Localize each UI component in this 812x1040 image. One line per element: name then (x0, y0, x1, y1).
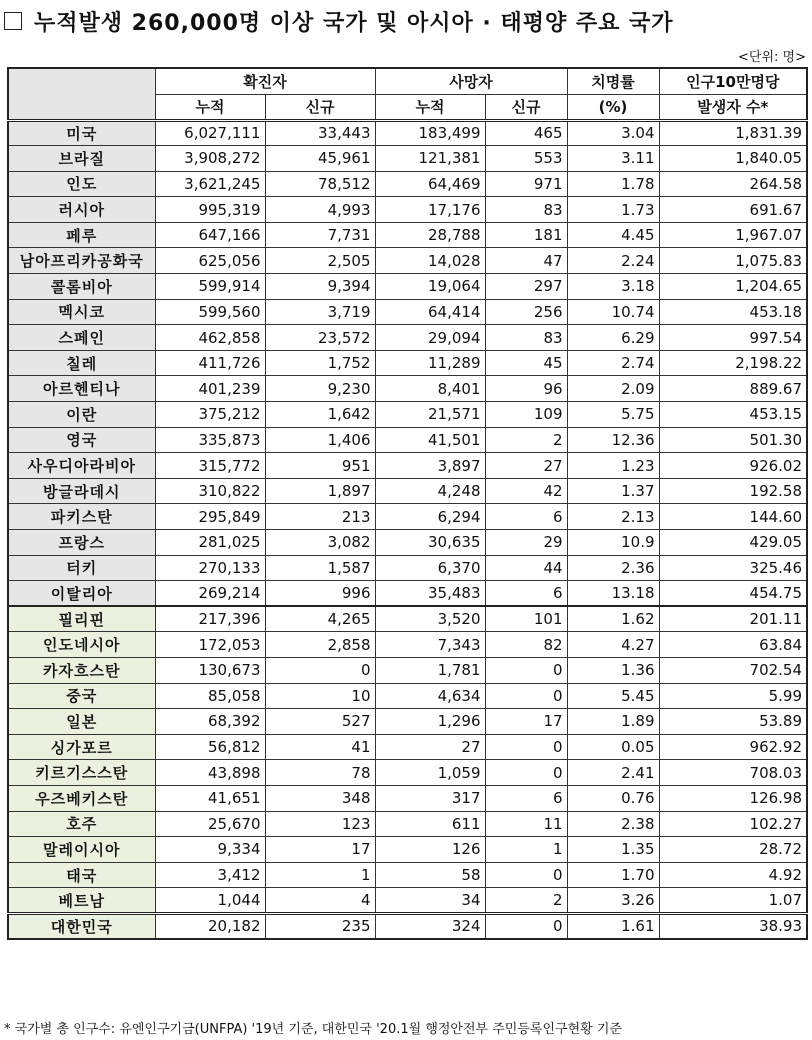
value-cell: 4.45 (567, 222, 659, 248)
table-row (8, 453, 807, 479)
value-cell: 5.99 (659, 683, 807, 709)
value-cell: 324 (375, 913, 485, 939)
table-row (8, 888, 807, 914)
value-cell: 281,025 (155, 530, 265, 556)
value-cell: 2.24 (567, 248, 659, 274)
value-cell: 6 (485, 785, 567, 811)
table-row (8, 760, 807, 786)
per100k-header: 인구10만명당 (659, 68, 807, 94)
table-row (8, 427, 807, 453)
table-row (8, 171, 807, 197)
table-row (8, 785, 807, 811)
table-row (8, 197, 807, 223)
value-cell: 7,343 (375, 632, 485, 658)
country-cell: 사우디아라비아 (8, 453, 155, 479)
value-cell: 6 (485, 581, 567, 607)
value-cell: 123 (265, 811, 375, 837)
value-cell: 0 (485, 760, 567, 786)
table-row (8, 581, 807, 607)
country-cell: 이란 (8, 402, 155, 428)
value-cell: 0 (485, 657, 567, 683)
value-cell: 971 (485, 171, 567, 197)
value-cell: 201.11 (659, 606, 807, 632)
value-cell: 1.35 (567, 837, 659, 863)
value-cell: 213 (265, 504, 375, 530)
table-row (8, 274, 807, 300)
value-cell: 926.02 (659, 453, 807, 479)
value-cell: 1.73 (567, 197, 659, 223)
value-cell: 126.98 (659, 785, 807, 811)
value-cell: 599,914 (155, 274, 265, 300)
value-cell: 109 (485, 402, 567, 428)
value-cell: 310,822 (155, 478, 265, 504)
value-cell: 130,673 (155, 657, 265, 683)
value-cell: 462,858 (155, 325, 265, 351)
value-cell: 1,897 (265, 478, 375, 504)
value-cell: 0.76 (567, 785, 659, 811)
checkbox-square-icon (4, 12, 22, 30)
value-cell: 315,772 (155, 453, 265, 479)
value-cell: 17,176 (375, 197, 485, 223)
value-cell: 17 (485, 709, 567, 735)
value-cell: 4,248 (375, 478, 485, 504)
value-cell: 41,651 (155, 785, 265, 811)
value-cell: 8,401 (375, 376, 485, 402)
footnote: * 국가별 총 인구수: 유엔인구기금(UNFPA) '19년 기준, 대한민국 '20.1월 행정안전부 주민등록인구현황 기준 (4, 1022, 622, 1037)
country-cell: 필리핀 (8, 606, 155, 632)
value-cell: 1.89 (567, 709, 659, 735)
value-cell: 28,788 (375, 222, 485, 248)
value-cell: 4.92 (659, 862, 807, 888)
country-cell: 페루 (8, 222, 155, 248)
value-cell: 2.09 (567, 376, 659, 402)
table-body (8, 120, 807, 939)
value-cell: 27 (485, 453, 567, 479)
value-cell: 10 (265, 683, 375, 709)
table-row (8, 913, 807, 939)
country-cell: 말레이시아 (8, 837, 155, 863)
value-cell: 6,294 (375, 504, 485, 530)
value-cell: 962.92 (659, 734, 807, 760)
value-cell: 1,044 (155, 888, 265, 914)
table-row (8, 120, 807, 146)
value-cell: 34 (375, 888, 485, 914)
country-cell: 터키 (8, 555, 155, 581)
value-cell: 1,752 (265, 350, 375, 376)
value-cell: 6.29 (567, 325, 659, 351)
table-row (8, 709, 807, 735)
value-cell: 375,212 (155, 402, 265, 428)
value-cell: 1 (265, 862, 375, 888)
value-cell: 83 (485, 325, 567, 351)
value-cell: 348 (265, 785, 375, 811)
value-cell: 2.38 (567, 811, 659, 837)
value-cell: 599,560 (155, 299, 265, 325)
value-cell: 335,873 (155, 427, 265, 453)
value-cell: 270,133 (155, 555, 265, 581)
table-row (8, 734, 807, 760)
value-cell: 0 (265, 657, 375, 683)
value-cell: 2.13 (567, 504, 659, 530)
value-cell: 264.58 (659, 171, 807, 197)
value-cell: 3,719 (265, 299, 375, 325)
value-cell: 10.9 (567, 530, 659, 556)
table-row (8, 325, 807, 351)
per100k-sub-header: 발생자 수* (659, 94, 807, 120)
value-cell: 4 (265, 888, 375, 914)
value-cell: 4.27 (567, 632, 659, 658)
value-cell: 10.74 (567, 299, 659, 325)
table-row (8, 555, 807, 581)
country-cell: 베트남 (8, 888, 155, 914)
value-cell: 101 (485, 606, 567, 632)
value-cell: 501.30 (659, 427, 807, 453)
value-cell: 4,993 (265, 197, 375, 223)
value-cell: 691.67 (659, 197, 807, 223)
value-cell: 411,726 (155, 350, 265, 376)
value-cell: 235 (265, 913, 375, 939)
value-cell: 3.04 (567, 120, 659, 146)
value-cell: 172,053 (155, 632, 265, 658)
value-cell: 0 (485, 862, 567, 888)
value-cell: 429.05 (659, 530, 807, 556)
table-row (8, 248, 807, 274)
value-cell: 217,396 (155, 606, 265, 632)
country-cell: 일본 (8, 709, 155, 735)
value-cell: 1.70 (567, 862, 659, 888)
deaths-new-header: 신규 (485, 94, 567, 120)
value-cell: 1.36 (567, 657, 659, 683)
value-cell: 3,621,245 (155, 171, 265, 197)
value-cell: 0 (485, 683, 567, 709)
table-row (8, 837, 807, 863)
confirmed-new-header: 신규 (265, 94, 375, 120)
value-cell: 13.18 (567, 581, 659, 607)
value-cell: 78,512 (265, 171, 375, 197)
value-cell: 625,056 (155, 248, 265, 274)
value-cell: 27 (375, 734, 485, 760)
value-cell: 4,265 (265, 606, 375, 632)
table-row (8, 862, 807, 888)
value-cell: 1,587 (265, 555, 375, 581)
value-cell: 889.67 (659, 376, 807, 402)
value-cell: 5.75 (567, 402, 659, 428)
value-cell: 2 (485, 888, 567, 914)
country-cell: 프랑스 (8, 530, 155, 556)
value-cell: 256 (485, 299, 567, 325)
value-cell: 1,967.07 (659, 222, 807, 248)
value-cell: 1,296 (375, 709, 485, 735)
value-cell: 702.54 (659, 657, 807, 683)
value-cell: 45 (485, 350, 567, 376)
value-cell: 1.23 (567, 453, 659, 479)
value-cell: 2,505 (265, 248, 375, 274)
confirmed-cumulative-header: 누적 (155, 94, 265, 120)
country-cell: 카자흐스탄 (8, 657, 155, 683)
value-cell: 1,840.05 (659, 146, 807, 172)
value-cell: 611 (375, 811, 485, 837)
country-cell: 콜롬비아 (8, 274, 155, 300)
page-title (4, 4, 808, 38)
value-cell: 30,635 (375, 530, 485, 556)
value-cell: 2 (485, 427, 567, 453)
value-cell: 3,412 (155, 862, 265, 888)
value-cell: 41,501 (375, 427, 485, 453)
country-cell: 호주 (8, 811, 155, 837)
value-cell: 465 (485, 120, 567, 146)
country-cell: 영국 (8, 427, 155, 453)
value-cell: 317 (375, 785, 485, 811)
cfr-header: 치명률 (567, 68, 659, 94)
value-cell: 295,849 (155, 504, 265, 530)
value-cell: 708.03 (659, 760, 807, 786)
value-cell: 995,319 (155, 197, 265, 223)
value-cell: 121,381 (375, 146, 485, 172)
value-cell: 3,897 (375, 453, 485, 479)
value-cell: 1.07 (659, 888, 807, 914)
value-cell: 1.78 (567, 171, 659, 197)
value-cell: 3.26 (567, 888, 659, 914)
value-cell: 1.61 (567, 913, 659, 939)
confirmed-header: 확진자 (155, 68, 375, 94)
deaths-cumulative-header: 누적 (375, 94, 485, 120)
value-cell: 83 (485, 197, 567, 223)
title-text: 누적발생 260,000명 이상 국가 및 아시아 · 태평양 주요 국가 (34, 10, 674, 36)
value-cell: 9,394 (265, 274, 375, 300)
value-cell: 0.05 (567, 734, 659, 760)
country-cell: 러시아 (8, 197, 155, 223)
value-cell: 2.41 (567, 760, 659, 786)
value-cell: 126 (375, 837, 485, 863)
table-row (8, 657, 807, 683)
value-cell: 41 (265, 734, 375, 760)
value-cell: 1,204.65 (659, 274, 807, 300)
value-cell: 19,064 (375, 274, 485, 300)
country-cell: 남아프리카공화국 (8, 248, 155, 274)
value-cell: 85,058 (155, 683, 265, 709)
value-cell: 647,166 (155, 222, 265, 248)
table-row (8, 606, 807, 632)
country-cell: 중국 (8, 683, 155, 709)
value-cell: 1,406 (265, 427, 375, 453)
value-cell: 29,094 (375, 325, 485, 351)
value-cell: 1 (485, 837, 567, 863)
country-cell: 스페인 (8, 325, 155, 351)
value-cell: 527 (265, 709, 375, 735)
value-cell: 17 (265, 837, 375, 863)
value-cell: 1,059 (375, 760, 485, 786)
country-cell: 싱가포르 (8, 734, 155, 760)
value-cell: 1,781 (375, 657, 485, 683)
value-cell: 996 (265, 581, 375, 607)
value-cell: 2.74 (567, 350, 659, 376)
country-cell: 칠레 (8, 350, 155, 376)
value-cell: 1,831.39 (659, 120, 807, 146)
cfr-unit-header: (%) (567, 94, 659, 120)
value-cell: 28.72 (659, 837, 807, 863)
value-cell: 43,898 (155, 760, 265, 786)
value-cell: 192.58 (659, 478, 807, 504)
value-cell: 454.75 (659, 581, 807, 607)
value-cell: 2.36 (567, 555, 659, 581)
value-cell: 5.45 (567, 683, 659, 709)
value-cell: 6,370 (375, 555, 485, 581)
value-cell: 3,908,272 (155, 146, 265, 172)
value-cell: 58 (375, 862, 485, 888)
value-cell: 6 (485, 504, 567, 530)
value-cell: 68,392 (155, 709, 265, 735)
value-cell: 401,239 (155, 376, 265, 402)
value-cell: 0 (485, 913, 567, 939)
value-cell: 9,230 (265, 376, 375, 402)
country-cell: 키르기스스탄 (8, 760, 155, 786)
value-cell: 29 (485, 530, 567, 556)
country-cell: 인도 (8, 171, 155, 197)
value-cell: 12.36 (567, 427, 659, 453)
value-cell: 3.11 (567, 146, 659, 172)
table-row (8, 402, 807, 428)
value-cell: 63.84 (659, 632, 807, 658)
table-row (8, 350, 807, 376)
value-cell: 553 (485, 146, 567, 172)
value-cell: 3,520 (375, 606, 485, 632)
table-row (8, 146, 807, 172)
value-cell: 11 (485, 811, 567, 837)
value-cell: 0 (485, 734, 567, 760)
country-cell: 우즈베키스탄 (8, 785, 155, 811)
country-cell: 방글라데시 (8, 478, 155, 504)
country-cell: 태국 (8, 862, 155, 888)
value-cell: 6,027,111 (155, 120, 265, 146)
country-cell: 멕시코 (8, 299, 155, 325)
country-cell: 파키스탄 (8, 504, 155, 530)
value-cell: 1.37 (567, 478, 659, 504)
value-cell: 20,182 (155, 913, 265, 939)
table-row (8, 478, 807, 504)
country-header (8, 68, 155, 120)
country-cell: 인도네시아 (8, 632, 155, 658)
value-cell: 1,075.83 (659, 248, 807, 274)
value-cell: 144.60 (659, 504, 807, 530)
country-cell: 아르헨티나 (8, 376, 155, 402)
value-cell: 35,483 (375, 581, 485, 607)
value-cell: 2,198.22 (659, 350, 807, 376)
value-cell: 325.46 (659, 555, 807, 581)
value-cell: 269,214 (155, 581, 265, 607)
value-cell: 3.18 (567, 274, 659, 300)
value-cell: 1,642 (265, 402, 375, 428)
value-cell: 453.18 (659, 299, 807, 325)
country-cell: 브라질 (8, 146, 155, 172)
value-cell: 2,858 (265, 632, 375, 658)
table-row (8, 222, 807, 248)
value-cell: 181 (485, 222, 567, 248)
value-cell: 78 (265, 760, 375, 786)
table-row (8, 530, 807, 556)
value-cell: 14,028 (375, 248, 485, 274)
value-cell: 4,634 (375, 683, 485, 709)
country-cell: 미국 (8, 120, 155, 146)
value-cell: 53.89 (659, 709, 807, 735)
value-cell: 25,670 (155, 811, 265, 837)
value-cell: 45,961 (265, 146, 375, 172)
value-cell: 183,499 (375, 120, 485, 146)
value-cell: 11,289 (375, 350, 485, 376)
value-cell: 44 (485, 555, 567, 581)
value-cell: 42 (485, 478, 567, 504)
country-cell: 이탈리아 (8, 581, 155, 607)
deaths-header: 사망자 (375, 68, 567, 94)
value-cell: 33,443 (265, 120, 375, 146)
table-row (8, 632, 807, 658)
value-cell: 7,731 (265, 222, 375, 248)
value-cell: 47 (485, 248, 567, 274)
value-cell: 56,812 (155, 734, 265, 760)
value-cell: 64,469 (375, 171, 485, 197)
value-cell: 96 (485, 376, 567, 402)
table-row (8, 504, 807, 530)
value-cell: 102.27 (659, 811, 807, 837)
unit-label: <단위: 명> (738, 50, 806, 65)
value-cell: 9,334 (155, 837, 265, 863)
value-cell: 297 (485, 274, 567, 300)
value-cell: 21,571 (375, 402, 485, 428)
value-cell: 1.62 (567, 606, 659, 632)
value-cell: 997.54 (659, 325, 807, 351)
value-cell: 453.15 (659, 402, 807, 428)
table-row (8, 811, 807, 837)
value-cell: 64,414 (375, 299, 485, 325)
value-cell: 82 (485, 632, 567, 658)
value-cell: 23,572 (265, 325, 375, 351)
table-row (8, 299, 807, 325)
table-row (8, 683, 807, 709)
value-cell: 3,082 (265, 530, 375, 556)
covid-stats-table (7, 67, 808, 940)
table-row (8, 376, 807, 402)
value-cell: 38.93 (659, 913, 807, 939)
value-cell: 951 (265, 453, 375, 479)
country-cell: 대한민국 (8, 913, 155, 939)
